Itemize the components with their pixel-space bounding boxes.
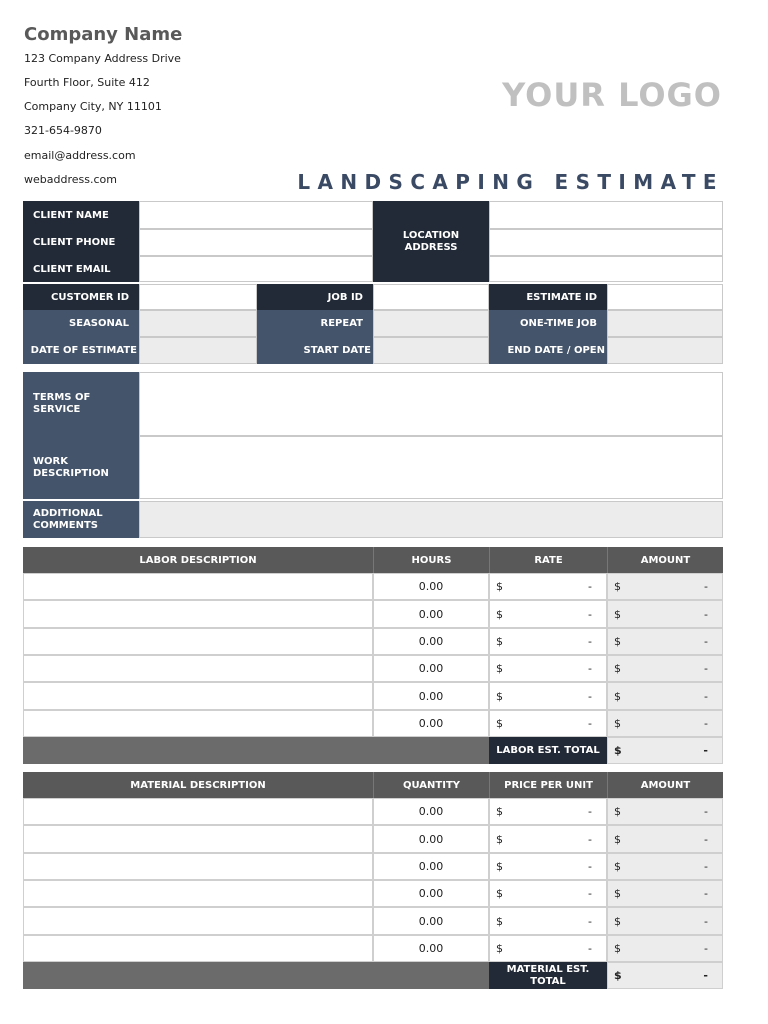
labor-hours-value: 0.00 bbox=[418, 689, 444, 703]
material-price-value: - bbox=[588, 805, 592, 818]
material-quantity-value: 0.00 bbox=[418, 860, 444, 873]
material-description-cell[interactable] bbox=[23, 880, 373, 907]
labor-hours-cell[interactable] bbox=[373, 600, 489, 628]
work-description-label: WORK DESCRIPTION bbox=[23, 436, 139, 499]
labor-rate-value: - bbox=[588, 635, 592, 648]
job-id-field[interactable] bbox=[373, 284, 489, 310]
labor-description-header: LABOR DESCRIPTION bbox=[23, 547, 373, 573]
date-of-estimate-field[interactable] bbox=[139, 337, 257, 364]
client-phone-label: CLIENT PHONE bbox=[23, 229, 139, 256]
labor-hours-cell[interactable] bbox=[373, 573, 489, 600]
labor-total-bar bbox=[23, 737, 489, 764]
company-name: Company Name bbox=[24, 24, 183, 45]
company-address-line-1: 123 Company Address Drive bbox=[24, 52, 181, 65]
material-amount-value: - bbox=[704, 942, 708, 955]
material-amount-cell bbox=[607, 798, 723, 825]
material-amount-currency: $ bbox=[614, 832, 621, 846]
material-quantity-cell[interactable] bbox=[373, 907, 489, 935]
material-amount-currency: $ bbox=[614, 942, 621, 955]
material-amount-currency: $ bbox=[614, 860, 621, 873]
labor-amount-currency: $ bbox=[614, 689, 621, 703]
material-price-value: - bbox=[588, 914, 592, 928]
labor-amount-cell bbox=[607, 573, 723, 600]
labor-rate-currency: $ bbox=[496, 580, 503, 593]
client-email-field[interactable] bbox=[139, 256, 373, 282]
job-id-label: JOB ID bbox=[257, 284, 373, 310]
date-of-estimate-label: DATE OF ESTIMATE bbox=[23, 337, 139, 364]
terms-of-service-field[interactable] bbox=[139, 372, 723, 436]
material-price-currency: $ bbox=[496, 887, 503, 900]
material-quantity-cell[interactable] bbox=[373, 825, 489, 853]
material-price-value: - bbox=[588, 887, 592, 900]
labor-rate-value: - bbox=[588, 717, 592, 730]
material-description-cell[interactable] bbox=[23, 798, 373, 825]
material-quantity-cell[interactable] bbox=[373, 798, 489, 825]
company-website: webaddress.com bbox=[24, 173, 117, 186]
labor-hours-header: HOURS bbox=[373, 547, 489, 573]
labor-rate-cell[interactable] bbox=[489, 573, 607, 600]
material-price-cell[interactable] bbox=[489, 907, 607, 935]
material-quantity-header: QUANTITY bbox=[373, 772, 489, 798]
labor-amount-cell bbox=[607, 600, 723, 628]
material-quantity-value: 0.00 bbox=[418, 832, 444, 846]
material-amount-value: - bbox=[704, 860, 708, 873]
material-description-cell[interactable] bbox=[23, 907, 373, 935]
labor-hours-cell[interactable] bbox=[373, 628, 489, 655]
material-amount-cell bbox=[607, 907, 723, 935]
work-description-field[interactable] bbox=[139, 436, 723, 499]
labor-total-currency: $ bbox=[614, 744, 622, 757]
labor-hours-value: 0.00 bbox=[418, 607, 444, 621]
labor-rate-currency: $ bbox=[496, 635, 503, 648]
location-address-field-3[interactable] bbox=[489, 256, 723, 282]
material-amount-cell bbox=[607, 880, 723, 907]
material-amount-value: - bbox=[704, 887, 708, 900]
labor-rate-currency: $ bbox=[496, 689, 503, 703]
labor-amount-header: AMOUNT bbox=[607, 547, 723, 573]
labor-amount-currency: $ bbox=[614, 717, 621, 730]
labor-hours-value: 0.00 bbox=[418, 580, 444, 593]
labor-amount-currency: $ bbox=[614, 662, 621, 675]
material-price-currency: $ bbox=[496, 805, 503, 818]
material-total-amount: - bbox=[703, 969, 708, 982]
material-price-currency: $ bbox=[496, 832, 503, 846]
labor-amount-cell bbox=[607, 710, 723, 737]
material-total-value bbox=[607, 962, 723, 989]
seasonal-field[interactable] bbox=[139, 310, 257, 337]
start-date-field[interactable] bbox=[373, 337, 489, 364]
labor-rate-header: RATE bbox=[489, 547, 607, 573]
material-description-cell[interactable] bbox=[23, 825, 373, 853]
labor-rate-cell[interactable] bbox=[489, 628, 607, 655]
material-amount-currency: $ bbox=[614, 914, 621, 928]
material-price-value: - bbox=[588, 942, 592, 955]
material-amount-value: - bbox=[704, 832, 708, 846]
material-price-value: - bbox=[588, 860, 592, 873]
material-price-header: PRICE PER UNIT bbox=[489, 772, 607, 798]
material-description-cell[interactable] bbox=[23, 935, 373, 962]
material-amount-value: - bbox=[704, 914, 708, 928]
start-date-label: START DATE bbox=[257, 337, 373, 364]
material-total-bar bbox=[23, 962, 489, 989]
additional-comments-label: ADDITIONAL COMMENTS bbox=[23, 501, 139, 538]
material-quantity-value: 0.00 bbox=[418, 805, 444, 818]
end-date-field[interactable] bbox=[607, 337, 723, 364]
material-price-cell[interactable] bbox=[489, 880, 607, 907]
labor-rate-cell[interactable] bbox=[489, 600, 607, 628]
material-amount-header: AMOUNT bbox=[607, 772, 723, 798]
labor-description-cell[interactable] bbox=[23, 600, 373, 628]
labor-hours-value: 0.00 bbox=[418, 717, 444, 730]
labor-description-cell[interactable] bbox=[23, 573, 373, 600]
client-email-label: CLIENT EMAIL bbox=[23, 256, 139, 282]
material-price-cell[interactable] bbox=[489, 798, 607, 825]
material-quantity-value: 0.00 bbox=[418, 914, 444, 928]
material-price-cell[interactable] bbox=[489, 935, 607, 962]
labor-rate-value: - bbox=[588, 580, 592, 593]
labor-total-value bbox=[607, 737, 723, 764]
labor-rate-cell[interactable] bbox=[489, 682, 607, 710]
material-quantity-cell[interactable] bbox=[373, 853, 489, 880]
labor-amount-value: - bbox=[704, 717, 708, 730]
location-address-label: LOCATION ADDRESS bbox=[373, 201, 489, 282]
material-description-header: MATERIAL DESCRIPTION bbox=[23, 772, 373, 798]
labor-rate-cell[interactable] bbox=[489, 710, 607, 737]
labor-amount-value: - bbox=[704, 580, 708, 593]
material-price-currency: $ bbox=[496, 860, 503, 873]
labor-rate-currency: $ bbox=[496, 662, 503, 675]
estimate-id-field[interactable] bbox=[607, 284, 723, 310]
material-amount-cell bbox=[607, 825, 723, 853]
labor-rate-cell[interactable] bbox=[489, 655, 607, 682]
additional-comments-field[interactable] bbox=[139, 501, 723, 538]
labor-description-cell[interactable] bbox=[23, 655, 373, 682]
material-price-cell[interactable] bbox=[489, 853, 607, 880]
material-amount-currency: $ bbox=[614, 805, 621, 818]
terms-of-service-label: TERMS OF SERVICE bbox=[23, 372, 139, 436]
labor-rate-currency: $ bbox=[496, 607, 503, 621]
labor-hours-value: 0.00 bbox=[418, 662, 444, 675]
labor-amount-value: - bbox=[704, 607, 708, 621]
labor-rate-value: - bbox=[588, 689, 592, 703]
labor-description-cell[interactable] bbox=[23, 628, 373, 655]
client-phone-field[interactable] bbox=[139, 229, 373, 256]
labor-description-cell[interactable] bbox=[23, 710, 373, 737]
location-address-field-1[interactable] bbox=[489, 201, 723, 229]
material-quantity-value: 0.00 bbox=[418, 887, 444, 900]
one-time-job-field[interactable] bbox=[607, 310, 723, 337]
estimate-id-label: ESTIMATE ID bbox=[489, 284, 607, 310]
material-amount-value: - bbox=[704, 805, 708, 818]
material-price-currency: $ bbox=[496, 942, 503, 955]
labor-amount-currency: $ bbox=[614, 580, 621, 593]
material-description-cell[interactable] bbox=[23, 853, 373, 880]
material-quantity-value: 0.00 bbox=[418, 942, 444, 955]
material-price-value: - bbox=[588, 832, 592, 846]
labor-hours-cell[interactable] bbox=[373, 655, 489, 682]
material-total-currency: $ bbox=[614, 969, 622, 982]
labor-hours-cell[interactable] bbox=[373, 710, 489, 737]
labor-rate-value: - bbox=[588, 662, 592, 675]
labor-amount-cell bbox=[607, 682, 723, 710]
labor-hours-cell[interactable] bbox=[373, 682, 489, 710]
labor-rate-value: - bbox=[588, 607, 592, 621]
customer-id-field[interactable] bbox=[139, 284, 257, 310]
labor-hours-value: 0.00 bbox=[418, 635, 444, 648]
labor-amount-currency: $ bbox=[614, 635, 621, 648]
company-email: email@address.com bbox=[24, 149, 136, 162]
material-price-cell[interactable] bbox=[489, 825, 607, 853]
material-amount-cell bbox=[607, 935, 723, 962]
repeat-label: REPEAT bbox=[257, 310, 373, 337]
labor-total-label: LABOR EST. TOTAL bbox=[489, 737, 607, 764]
customer-id-label: CUSTOMER ID bbox=[23, 284, 139, 310]
company-address-line-2: Fourth Floor, Suite 412 bbox=[24, 76, 150, 89]
client-name-field[interactable] bbox=[139, 201, 373, 229]
labor-amount-value: - bbox=[704, 635, 708, 648]
material-total-label: MATERIAL EST. TOTAL bbox=[489, 962, 607, 989]
repeat-field[interactable] bbox=[373, 310, 489, 337]
company-phone: 321-654-9870 bbox=[24, 124, 102, 137]
labor-amount-currency: $ bbox=[614, 607, 621, 621]
labor-amount-value: - bbox=[704, 662, 708, 675]
location-address-field-2[interactable] bbox=[489, 229, 723, 256]
seasonal-label: SEASONAL bbox=[23, 310, 139, 337]
company-address-line-3: Company City, NY 11101 bbox=[24, 100, 162, 113]
end-date-label: END DATE / OPEN bbox=[489, 337, 607, 364]
labor-amount-cell bbox=[607, 628, 723, 655]
one-time-job-label: ONE-TIME JOB bbox=[489, 310, 607, 337]
material-price-currency: $ bbox=[496, 914, 503, 928]
material-quantity-cell[interactable] bbox=[373, 935, 489, 962]
material-quantity-cell[interactable] bbox=[373, 880, 489, 907]
labor-amount-value: - bbox=[704, 689, 708, 703]
labor-amount-cell bbox=[607, 655, 723, 682]
logo-placeholder: YOUR LOGO bbox=[502, 76, 722, 114]
labor-description-cell[interactable] bbox=[23, 682, 373, 710]
material-amount-cell bbox=[607, 853, 723, 880]
document-title: LANDSCAPING ESTIMATE bbox=[297, 170, 724, 194]
client-name-label: CLIENT NAME bbox=[23, 201, 139, 229]
labor-rate-currency: $ bbox=[496, 717, 503, 730]
material-amount-currency: $ bbox=[614, 887, 621, 900]
labor-total-amount: - bbox=[703, 744, 708, 757]
